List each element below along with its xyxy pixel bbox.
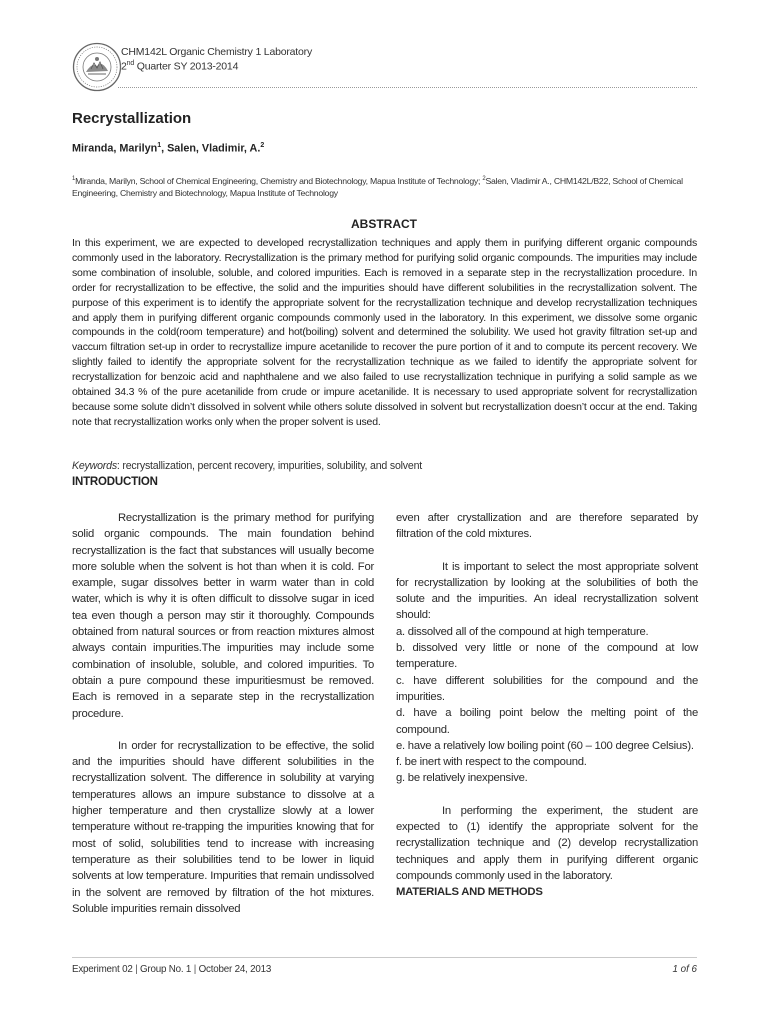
footer-divider [72,957,697,958]
intro-paragraph-3: It is important to select the most appropriate solvent for recrystallization by looking at the solubilities of both the solute and the impurities. An ideal recrystallization solvent should: [396,560,698,622]
footer-experiment: Experiment 02 [72,964,133,975]
author-affiliations: $^1$Miranda, Marilyn, School of Chemical Engineering, Chemistry and Biotechnology, Mapua Institute of Technology; $^2$Salen, Vladimir A., CHM142L/B22, School of Chemical Engineering, Chemistry and Biotechnology, Mapua Institute of Technology [72,175,683,199]
intro-paragraph-2: In order for recrystallization to be effective, the solid and the impurities should have different solubilities in the recrystallization solvent. The difference in solubility at varying temperatures allows an impure substance to dissolve at a higher temperature and then crystallize slowly at a lower temperature without re-trapping the impurities knowing that for most of solid, solubilities tend to increase with increasing temperature as their solubilities tend to be lower in liquid solvents at low temperature. Impurities that remain undissolved in the solvent are removed by filtration of the hot mixtures. Soluble impurities remain dissolved [72,739,374,915]
solvent-criteria-item: d. have a boiling point below the melting point of the compound. [396,707,698,736]
solvent-criteria-item: b. dissolved very little or none of the compound at low temperature. [396,642,698,671]
left-column [72,510,374,917]
intro-paragraph-2-continued: even after crystallization and are therefore separated by filtration of the cold mixtures. [396,512,698,541]
abstract-heading: ABSTRACT [351,217,417,231]
introduction-heading: INTRODUCTION [72,476,158,488]
footer-date: October 24, 2013 [198,964,272,975]
solvent-criteria-item: a. dissolved all of the compound at high temperature. [396,625,649,638]
materials-methods-heading: MATERIALS AND METHODS [396,886,543,899]
university-seal-logo [72,42,122,92]
right-column [396,510,698,901]
solvent-criteria-item: e. have a relatively low boiling point (60 – 100 degree Celsius). [396,739,694,752]
paper-title: Recrystallization [72,110,192,127]
footer-info [72,964,271,975]
term-header: 2nd Quarter SY 2013-2014 [121,60,239,73]
footer-separator: | [193,964,197,975]
page-number: 1 of 6 [672,964,697,975]
intro-paragraph-1: Recrystallization is the primary method for purifying solid organic compounds. The main foundation behind recrystallization is the fact that substances will usually become more soluble when the solvent is hot than when it is cold. For example, sugar dissolves better in warm water than in cold water, which is why it is often difficult to dissolve sugar in iced tea even though a person may stir it thoroughly. Compounds obtained from natural sources or from reaction mixtures almost always contain impurities.The impurities may include some combination of insoluble, soluble, and colored impurities. To obtain a pure compound these impuritiesmust be removed. Each is removed in a separate step in the recrystallization procedure. [72,512,374,720]
author-list: Miranda, Marilyn$^1$, Salen, Vladimir, A.$^2$ [72,142,265,155]
course-header: CHM142L Organic Chemistry 1 Laboratory [121,46,313,58]
abstract-text: In this experiment, we are expected to developed recrystallization techniques and apply them in purifying different organic compounds commonly used in the laboratory. Recrystallization is the primary method for purifying solid organic compounds. The impurities may include some combination of insoluble, soluble, and colored impurities. Each is removed in a separate step in the recrystallization procedure. In order for recrystallization to be effective, the solid and the impurities should have different solubilities in the recrystallization solvent. The purpose of this experiment is to identify the appropriate solvent for the recrystallization technique and develop recrystallization techniques and apply them in purifying different organic compounds commonly used in the laboratory. In this experiment, we dissolve some organic compounds in the cold(room temperature) and hot(boiling) solvent and determined the solubility. We used hot gravity filtration set-up and vaccum filtration set-up in order to recrystallize impure acetanilide to recover the pure portion of it and to compute its percent recovery. We slightly failed to identify the appropriate solvent for the recrystallization technique as we failed to identify the appropriate solvent for recrystallization for benzoic acid and naphthalene and we also failed to use recrystallization technique in purifying a solid sample as we obtained 34.3 % of the pure acetanilide from crude or impure acetanilide. It is necessary to used appropriate solvent for recrystallization because some solute didn’t dissolved in solvent while others solute dissolved in solvent but recrystallization doesn’t occur at the end. Taking note that recrystallization works only when the proper solvent is used. [72,237,697,428]
keywords-line: Keywords: recrystallization, percent recovery, impurities, solubility, and solvent [72,460,423,472]
solvent-criteria-item: f. be inert with respect to the compound. [396,756,587,769]
header-divider [118,87,697,88]
solvent-criteria-item: c. have different solubilities for the compound and the impurities. [396,674,698,703]
intro-paragraph-4: In performing the experiment, the student are expected to (1) identify the appropriate solvent for the recrystallization technique and (2) develop recrystallization techniques and apply them in purifying different organic compounds commonly used in the laboratory. [396,804,698,882]
solvent-criteria-item: g. be relatively inexpensive. [396,772,528,785]
footer-group: Group No. 1 [140,964,192,975]
footer-separator: | [135,964,138,975]
